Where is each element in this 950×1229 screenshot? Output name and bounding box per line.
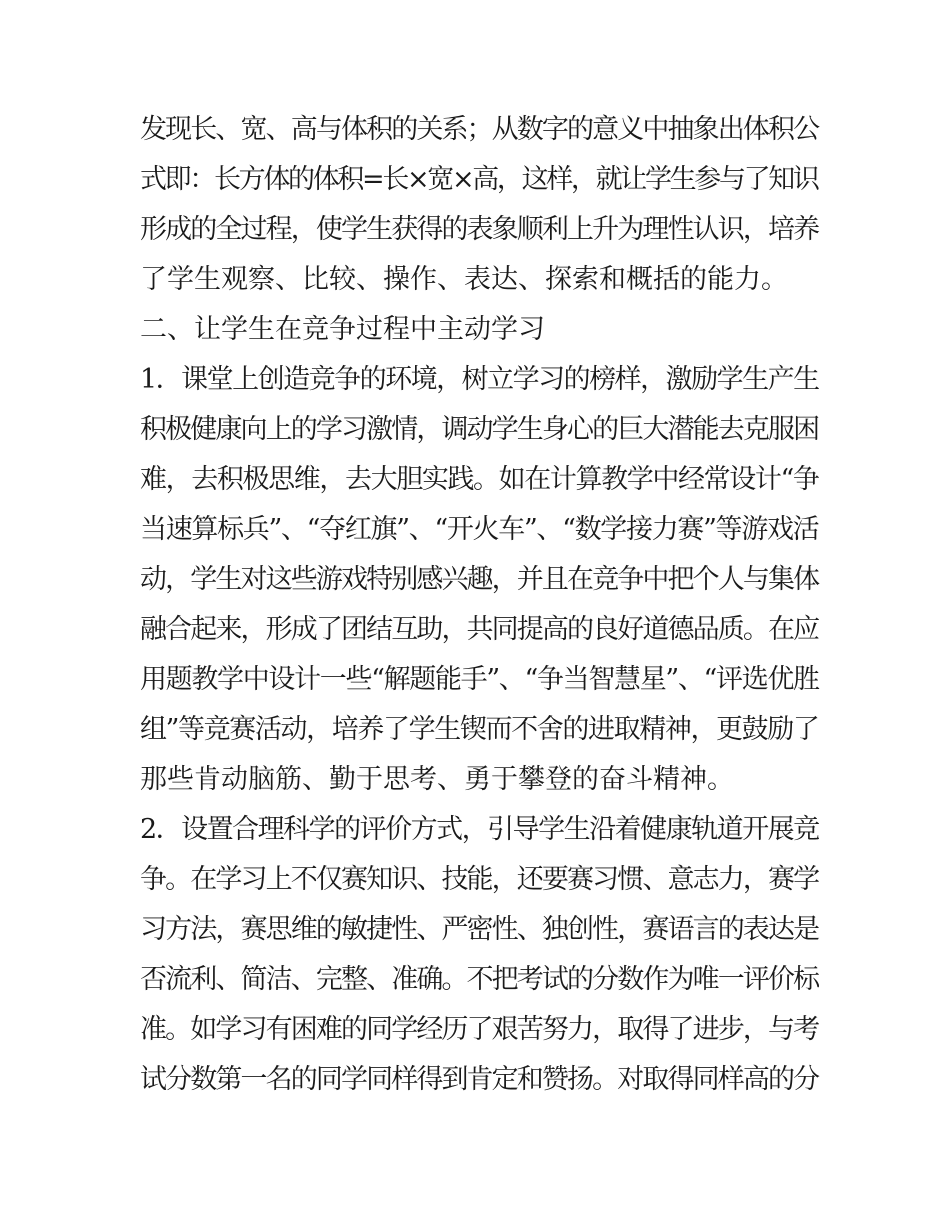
text-line: 习方法，赛思维的敏捷性、严密性、独创性，赛语言的表达是 xyxy=(140,914,819,945)
text-line: 当速算标兵”、“夺红旗”、“开火车”、“数学接力赛”等游戏活 xyxy=(140,514,819,545)
text-line: 1．课堂上创造竞争的环境，树立学习的榜样，激励学生产生 xyxy=(140,364,819,395)
section-heading: 二、让学生在竞争过程中主动学习 xyxy=(140,314,545,345)
text-line: 否流利、简洁、完整、准确。不把考试的分数作为唯一评价标 xyxy=(140,964,819,995)
text-line: 积极健康向上的学习激情，调动学生身心的巨大潜能去克服困 xyxy=(140,414,819,445)
text-line: 融合起来，形成了团结互助，共同提高的良好道德品质。在应 xyxy=(140,614,819,645)
text-line: 用题教学中设计一些“解题能手”、“争当智慧星”、“评选优胜 xyxy=(140,664,819,695)
text-line: 动，学生对这些游戏特别感兴趣，并且在竞争中把个人与集体 xyxy=(140,564,819,595)
text-line: 准。如学习有困难的同学经历了艰苦努力，取得了进步，与考 xyxy=(140,1014,819,1045)
text-line: 组”等竞赛活动，培养了学生锲而不舍的进取精神，更鼓励了 xyxy=(140,714,819,745)
text-line: 发现长、宽、高与体积的关系；从数字的意义中抽象出体积公 xyxy=(140,114,819,145)
text-line: 了学生观察、比较、操作、表达、探索和概括的能力。 xyxy=(140,264,788,295)
text-line: 争。在学习上不仅赛知识、技能，还要赛习惯、意志力，赛学 xyxy=(140,864,819,895)
text-line: 2．设置合理科学的评价方式，引导学生沿着健康轨道开展竞 xyxy=(140,814,819,845)
text-line: 那些肯动脑筋、勤于思考、勇于攀登的奋斗精神。 xyxy=(140,764,734,795)
text-line: 试分数第一名的同学同样得到肯定和赞扬。对取得同样高的分 xyxy=(140,1064,819,1095)
text-line: 难，去积极思维，去大胆实践。如在计算教学中经常设计“争 xyxy=(140,464,819,495)
text-line: 式即：长方体的体积=长×宽×高，这样，就让学生参与了知识 xyxy=(140,164,818,195)
text-line: 形成的全过程，使学生获得的表象顺利上升为理性认识，培养 xyxy=(140,214,819,245)
